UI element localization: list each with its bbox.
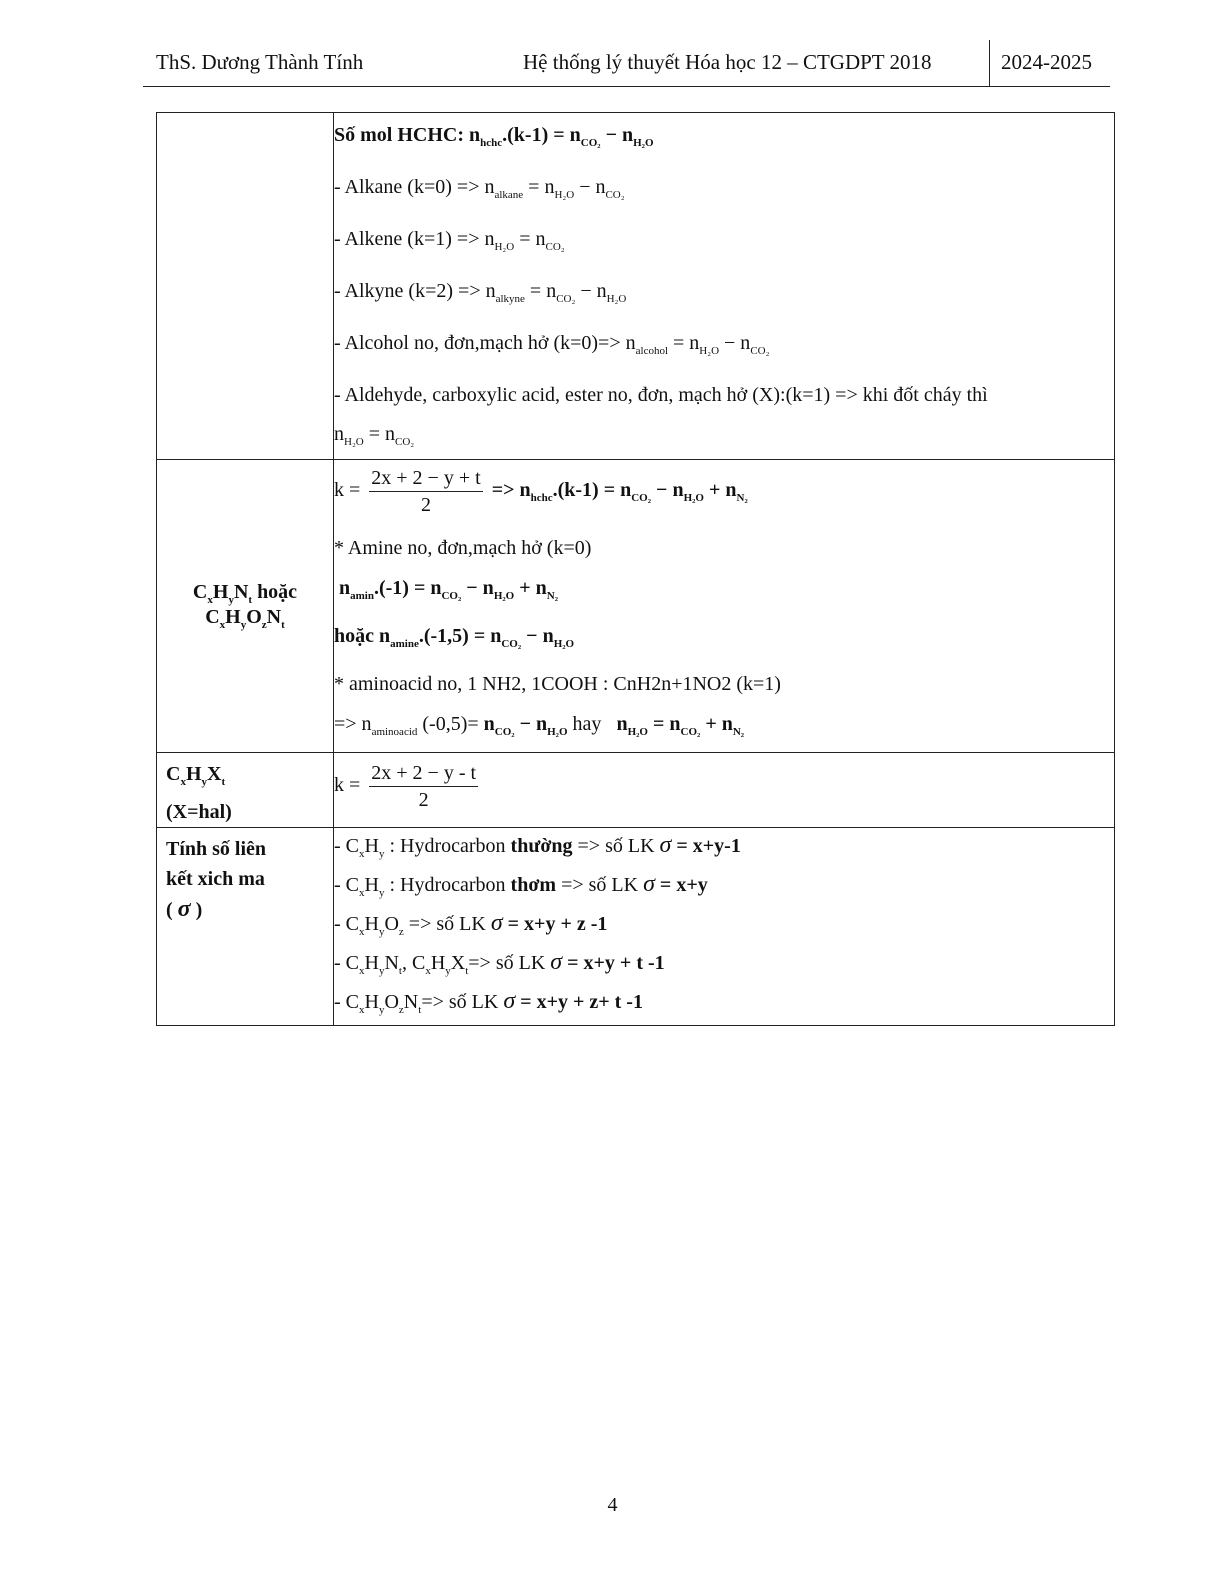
row-label-empty <box>157 113 334 460</box>
label-cxhyoznt: $C_xH_yO_zN_t$ <box>205 606 285 631</box>
table-row <box>157 753 1115 828</box>
row-label-halide <box>157 753 334 828</box>
aldehyde-formula: $n_{H_2O} = n_{CO_2}$ <box>334 423 415 448</box>
aminoacid-formula: => $n_{aminoacid}$ $(-0,5)= n_{CO_2} - n_{H_2O}$ hay $n_{H_2O} = n_{CO_2} + n_{N_2}$ <box>334 713 745 738</box>
k-fraction-x: $\frac{2x + 2 - y - t}{2}$ <box>371 761 477 811</box>
amine-alt-formula: hoặc $n_{amine}.(-1,5) = n_{CO_2} - n_{H_2O}$ <box>334 625 575 650</box>
k-fraction: $\frac{2x + 2 - y + t}{2}$ <box>371 466 481 516</box>
header-author: ThS. Dương Thành Tính <box>156 50 364 74</box>
amine-formula: $n_{amin}.(-1) = n_{CO_2} - n_{H_2O} + n_{N_2}$ <box>334 577 559 602</box>
alkene-line: - Alkene $(k=1) => n_{H_2O} = n_{CO_2}$ <box>334 228 565 253</box>
page-header <box>143 38 1110 87</box>
label-hal: (X=hal) <box>166 801 232 823</box>
page-number: 4 <box>607 1494 618 1516</box>
header-divider <box>989 40 990 86</box>
label-cxhyxt: $C_xH_yX_t$ <box>166 763 226 788</box>
aldehyde-line: - Aldehyde, carboxylic acid, ester no, đơn, mạch hở (X):(k=1) => khi đốt cháy thì <box>334 384 988 406</box>
header-title: Hệ thống lý thuyết Hóa học 12 – CTGDPT 2018 <box>523 50 932 74</box>
sigma-line-oxygen-nitrogen: - $C_xH_yO_zN_t=>$ số LK σ = x+y + z+ t -1 <box>334 988 643 1016</box>
table-row <box>157 113 1115 460</box>
k-formula-n: k = $\frac{2x + 2 - y + t}{2}$ => $n_{hchc}.(k-1) = n_{CO_2} - n_{H_2O} + n_{N_2}$ <box>334 466 748 516</box>
row-content <box>334 828 1115 1026</box>
aminoacid-line: * aminoacid no, 1 NH2, 1COOH : CnH2n+1NO2 (k=1) <box>334 673 781 695</box>
alkane-line: - Alkane $(k=0) => n_{alkane} = n_{H_2O} - n_{CO_2}$ <box>334 176 625 201</box>
amine-line: * Amine no, đơn,mạch hở (k=0) <box>334 537 592 559</box>
sigma-line-hydrocarbon: - $C_xH_y$ : Hydrocarbon thường => số LK σ = x+y-1 <box>334 832 741 860</box>
alkyne-line: - Alkyne $(k=2) => n_{alkyne} = n_{CO_2} - n_{H_2O}$ <box>334 280 627 305</box>
table-row <box>157 460 1115 753</box>
sigma-line-oxygen: - $C_xH_yO_z$ => số LK σ = x+y + z -1 <box>334 910 608 938</box>
label-sigma: ( σ ) <box>166 896 203 922</box>
row-content <box>334 113 1115 460</box>
table-row <box>157 828 1115 1026</box>
formula-table <box>156 112 1115 1026</box>
row-label-sigma: Tính số liên kết xich ma ( σ ) <box>157 828 334 1026</box>
label-cxhynt: $C_xH_yN_t$ hoặc <box>192 581 298 606</box>
k-formula-x: k = $\frac{2x + 2 - y - t}{2}$ <box>334 761 477 811</box>
header-year: 2024-2025 <box>1001 50 1092 74</box>
hchc-moles-line: Số mol HCHC: $n_{hchc}.(k-1) = n_{CO_2} - n_{H_2O}$ <box>334 124 654 149</box>
row-content <box>334 753 1115 828</box>
sigma-line-aromatic: - $C_xH_y$ : Hydrocarbon thơm => số LK σ = x+y <box>334 871 708 899</box>
sigma-line-nitrogen-halide: - $C_xH_yN_t$, $C_xH_yX_t=>$ số LK σ = x+y + t -1 <box>334 949 665 977</box>
row-label-amine <box>157 460 334 753</box>
row-content <box>334 460 1115 753</box>
alcohol-line: - Alcohol no, đơn,mạch hở $(k=0)=> n_{alcohol} = n_{H_2O} - n_{CO_2}$ <box>334 332 770 357</box>
